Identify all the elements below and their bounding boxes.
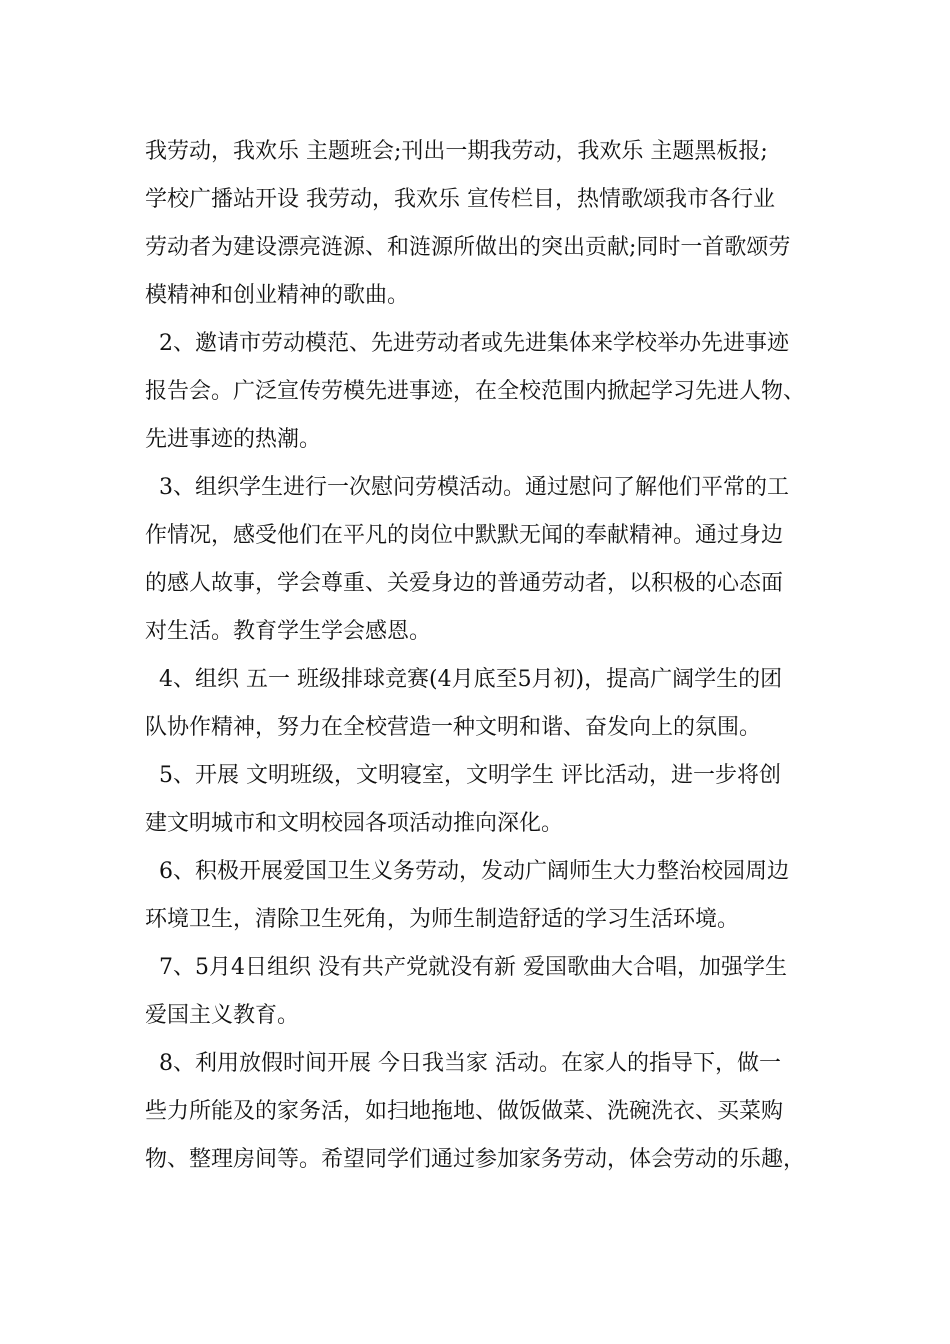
text-line: 劳动者为建设漂亮涟源、和涟源所做出的突出贡献;同时一首歌颂劳 — [145, 235, 791, 260]
text-line: 的感人故事，学会尊重、关爱身边的普通劳动者，以积极的心态面 — [145, 571, 784, 596]
text-line: 对生活。教育学生学会感恩。 — [145, 619, 432, 644]
text-line: 5、开展 文明班级，文明寝室，文明学生 评比活动，进一步将创 — [159, 763, 781, 788]
text-line: 环境卫生，清除卫生死角，为师生制造舒适的学习生活环境。 — [145, 907, 740, 932]
text-line: 2、邀请市劳动模范、先进劳动者或先进集体来学校举办先进事迹 — [159, 331, 789, 356]
text-line: 我劳动，我欢乐 主题班会;刊出一期我劳动，我欢乐 主题黑板报; — [145, 139, 768, 164]
text-line: 爱国主义教育。 — [145, 1003, 300, 1028]
text-line: 作情况，感受他们在平凡的岗位中默默无闻的奉献精神。通过身边 — [145, 523, 784, 548]
text-line: 3、组织学生进行一次慰问劳模活动。通过慰问了解他们平常的工 — [159, 475, 789, 500]
text-line: 物、整理房间等。希望同学们通过参加家务劳动，体会劳动的乐趣， — [145, 1147, 806, 1172]
text-line: 建文明城市和文明校园各项活动推向深化。 — [145, 811, 564, 836]
text-line: 学校广播站开设 我劳动，我欢乐 宣传栏目，热情歌颂我市各行业 — [145, 187, 775, 212]
text-line: 报告会。广泛宣传劳模先进事迹，在全校范围内掀起学习先进人物、 — [145, 379, 806, 404]
text-line: 些力所能及的家务活，如扫地拖地、做饭做菜、洗碗洗衣、买菜购 — [145, 1099, 784, 1124]
text-line: 7、5月4日组织 没有共产党就没有新 爱国歌曲大合唱，加强学生 — [159, 955, 787, 980]
text-line: 队协作精神，努力在全校营造一种文明和谐、奋发向上的氛围。 — [145, 715, 762, 740]
text-line: 先进事迹的热潮。 — [145, 427, 322, 452]
document-body — [145, 128, 825, 1184]
text-line: 8、利用放假时间开展 今日我当家 活动。在家人的指导下，做一 — [159, 1051, 781, 1076]
text-line: 4、组织 五一 班级排球竞赛(4月底至5月初)，提高广阔学生的团 — [159, 667, 783, 692]
text-line: 模精神和创业精神的歌曲。 — [145, 283, 410, 308]
text-line: 6、积极开展爱国卫生义务劳动，发动广阔师生大力整治校园周边 — [159, 859, 789, 884]
